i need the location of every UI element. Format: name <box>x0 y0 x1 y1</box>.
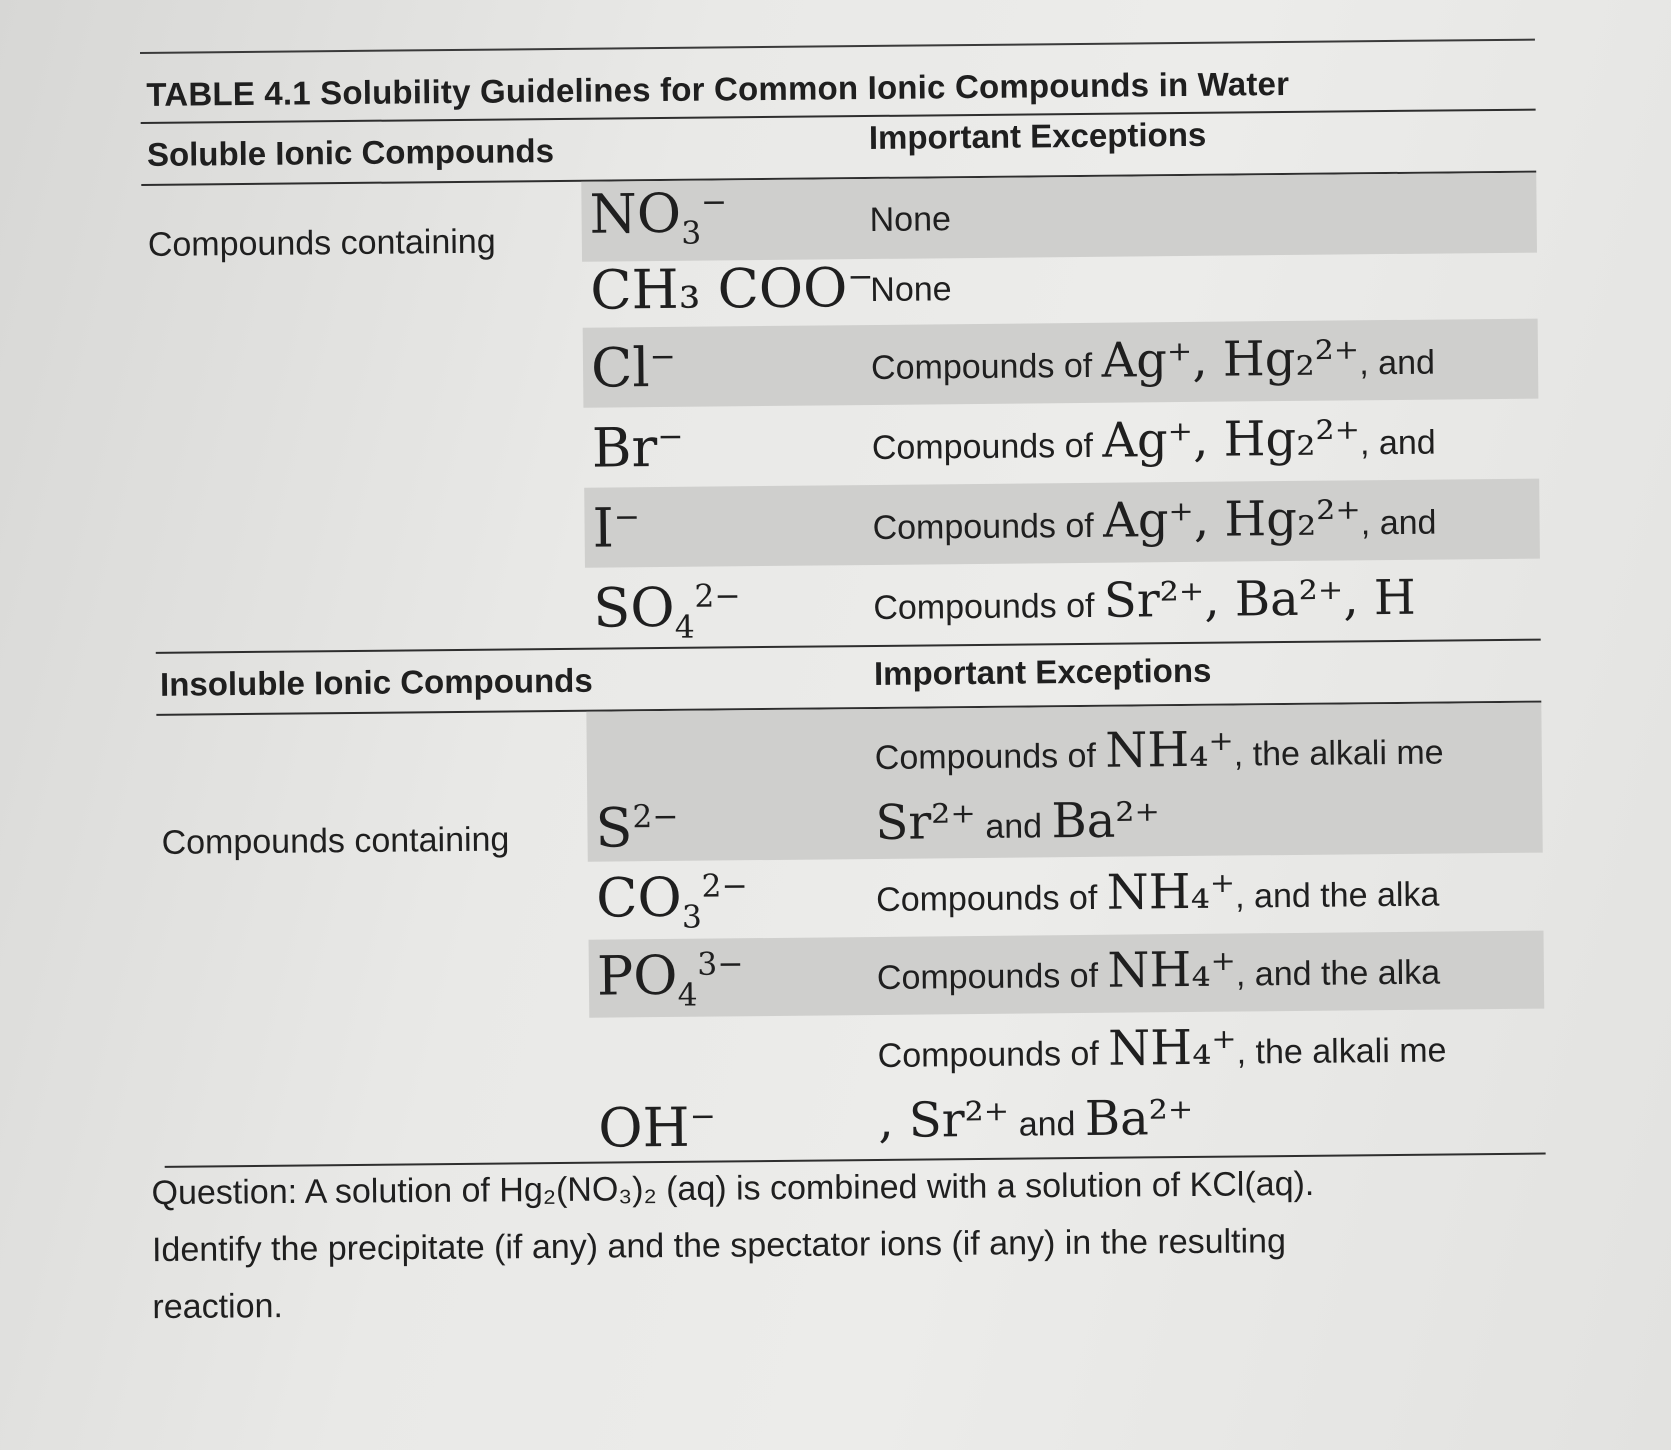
exception-text: Compounds of Ag⁺, Hg₂²⁺, and <box>870 330 1436 389</box>
exception-text: Compounds of NH₄⁺, the alkali me <box>877 1019 1447 1077</box>
ion-formula: $PO_4^{3-}$ <box>596 943 744 1014</box>
ion-formula: Cl− <box>590 336 676 400</box>
table-row <box>145 559 1541 652</box>
table-row <box>149 1009 1545 1166</box>
ion-formula: $NO_3^-$ <box>589 181 728 252</box>
question-line-3: reaction. <box>152 1287 284 1327</box>
table-row <box>146 703 1542 866</box>
ion-formula: CH₃ COO− <box>590 256 874 322</box>
insoluble-exceptions-header: Important Exceptions <box>873 651 1212 692</box>
exception-text: Compounds of Ag⁺, Hg₂²⁺, and <box>871 410 1436 469</box>
exception-text: Compounds of NH₄⁺, and the alka <box>876 941 1441 999</box>
question-line-1: Question: A solution of Hg₂(NO₃)₂ (aq) is combined with a solution of KCl(aq). <box>151 1164 1315 1213</box>
exception-text: Compounds of Sr²⁺, Ba²⁺, H <box>873 569 1416 629</box>
exception-text: Compounds of NH₄⁺, the alkali me <box>874 721 1444 779</box>
soluble-exceptions-header: Important Exceptions <box>868 115 1207 157</box>
ion-formula: $SO_4^{2-}$ <box>593 575 741 646</box>
exception-text-line2: , Sr²⁺ and Ba²⁺ <box>878 1089 1194 1149</box>
soluble-row-label: Compounds containing <box>147 222 496 264</box>
question-text <box>151 1155 1452 1336</box>
ion-formula: OH− <box>598 1095 717 1160</box>
insoluble-header: Insoluble Ionic Compounds <box>159 661 593 703</box>
ion-formula: I− <box>592 496 641 560</box>
exception-text: Compounds of NH₄⁺, and the alka <box>875 863 1440 921</box>
insoluble-section <box>146 703 1545 1166</box>
table-row <box>148 853 1544 944</box>
soluble-header: Soluble Ionic Compounds <box>146 132 555 173</box>
table-title: TABLE 4.1 Solubility Guidelines for Common Ionic Compounds in Water <box>146 64 1290 113</box>
table-row <box>149 931 1545 1022</box>
top-rule <box>140 39 1535 54</box>
insoluble-row-label: Compounds containing <box>161 820 510 862</box>
table-row <box>144 479 1540 572</box>
ion-formula: $CO_3^{2-}$ <box>595 865 748 936</box>
exception-text: None <box>869 200 952 240</box>
table-row <box>143 399 1539 492</box>
table-row <box>141 173 1537 266</box>
table-row <box>143 319 1539 412</box>
question-line-2: Identify the precipitate (if any) and the spectator ions (if any) in the resulting <box>151 1222 1287 1270</box>
ion-formula: $S^{2-}$ <box>595 796 679 860</box>
exception-text: None <box>870 270 952 309</box>
solubility-table <box>140 39 1546 1168</box>
ion-formula: Br− <box>591 416 684 480</box>
exception-text: Compounds of Ag⁺, Hg₂²⁺, and <box>872 490 1437 549</box>
exception-text-line2: Sr²⁺ and Ba²⁺ <box>875 792 1161 851</box>
soluble-section <box>141 173 1540 652</box>
